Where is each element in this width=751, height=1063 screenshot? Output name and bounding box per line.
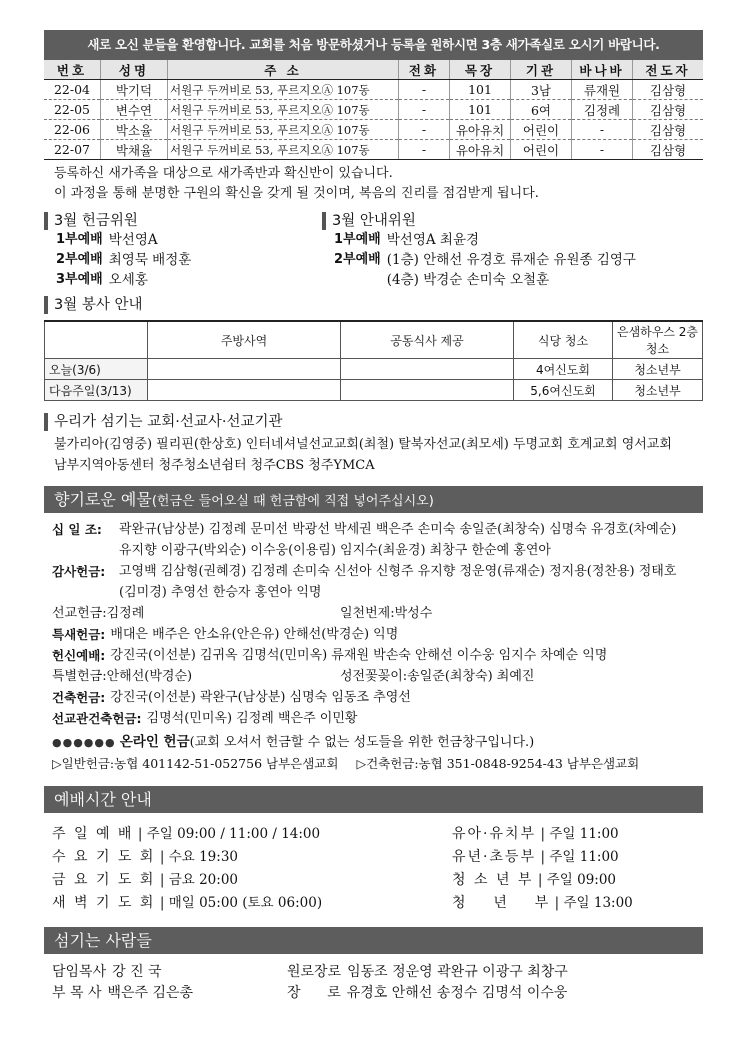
offering-label: 감사헌금:: [52, 564, 106, 579]
cell-phone: -: [399, 120, 450, 140]
cell-day: 오늘(3/6): [45, 359, 148, 380]
offering-title: 향기로운 예물: [54, 490, 152, 509]
worship-time: | 주일 13:00: [554, 895, 633, 911]
bulletin-page: [44, 30, 703, 1004]
offering-row: [52, 708, 703, 729]
offering-row: [52, 519, 703, 561]
offering-names: 송일준(최창숙) 최예진: [407, 669, 535, 684]
worship-name: 새 벽 기 도 회: [52, 895, 156, 911]
col-header-kitchen: 주방사역: [148, 321, 341, 359]
cell-department: 6여: [511, 100, 572, 120]
offering-row: [52, 687, 703, 708]
guide-committee-title: 3월 안내위원: [322, 212, 703, 230]
guide-committee: [322, 204, 703, 290]
duty-names: 최영묵 배정훈: [108, 252, 192, 268]
cell-address: 서원구 두꺼비로 53, 푸르지오Ⓐ 107동: [168, 80, 399, 100]
offering-label: 선교관건축헌금:: [52, 711, 142, 726]
col-header-name: 성명: [101, 60, 168, 80]
col-header-cell-group: 목장: [450, 60, 511, 80]
offering-bar: [44, 486, 703, 513]
table-row: [44, 140, 703, 160]
table-row: [44, 80, 703, 100]
offering-names: 김명석(민미옥) 김정례 백은주 이민황: [146, 711, 358, 726]
welcome-banner: 새로 오신 분들을 환영합니다. 교회를 처음 방문하셨거나 등록을 원하시면 3층 새가족실로 오시기 바랍니다.: [44, 30, 703, 60]
cell-number: 22-04: [44, 80, 101, 100]
worship-name: 주 일 예 배: [52, 826, 134, 842]
col-header-house-clean: 은샘하우스 2층 청소: [613, 321, 703, 359]
table-header-row: [45, 321, 703, 359]
cell-meal: [341, 380, 514, 401]
cell-department: 어린이: [511, 140, 572, 160]
cell-name: 박소율: [101, 120, 168, 140]
offering-row: [52, 666, 703, 687]
col-header-meal: 공동식사 제공: [341, 321, 514, 359]
col-header-address: 주 소: [168, 60, 399, 80]
offering-names: 배대은 배주은 안소유(안은유) 안해선(박경순) 익명: [110, 627, 399, 642]
servant-row: [52, 962, 287, 983]
worship-time-row: [52, 823, 452, 846]
worship-time: | 주일 09:00 / 11:00 / 14:00: [137, 826, 321, 842]
duty-names: (1층) 안해선 유경호 류재순 유원종 김영구: [386, 252, 636, 268]
duty-label: 1부예배: [56, 232, 103, 247]
worship-times-right: [452, 823, 633, 915]
servant-names: 백은주 김은총: [107, 985, 194, 1001]
account-building: ▷건축헌금:농협 351-0848-9254-43 남부은샘교회: [356, 756, 640, 771]
newcomer-note: [54, 164, 703, 204]
cell-house-clean: 청소년부: [613, 359, 703, 380]
servant-names: 임동조 정운영 곽완규 이광구 최창구: [347, 964, 568, 980]
offering-names: (김미경) 추영선 한승자 홍연아 익명: [119, 585, 322, 600]
worship-times: [44, 823, 703, 915]
cell-cell-group: 101: [450, 100, 511, 120]
cell-number: 22-07: [44, 140, 101, 160]
missions-line: 남부지역아동센터 청주청소년쉼터 청주CBS 청주YMCA: [54, 458, 375, 473]
offering-cell: [52, 666, 340, 687]
worship-time-row: [452, 892, 633, 915]
cell-barnabas: 류재원: [572, 80, 633, 100]
servant-role: 원로장로: [287, 964, 342, 980]
duty-names-block: [387, 250, 636, 290]
col-header-evangelist: 전도자: [633, 60, 704, 80]
duty-names: 박선영A: [108, 232, 158, 248]
offering-label: 특새헌금:: [52, 627, 106, 642]
servants-left: [52, 962, 287, 1004]
offering-names: 김정례: [106, 606, 145, 621]
worship-time-row: [52, 869, 452, 892]
cell-dining-clean: 5,6여신도회: [514, 380, 613, 401]
worship-times-bar: [44, 786, 703, 813]
duty-row: [334, 250, 703, 290]
offering-label: 십 일 조:: [52, 522, 102, 537]
cell-phone: -: [399, 80, 450, 100]
servant-role: 장 로: [287, 985, 341, 1001]
service-guide-title: 3월 봉사 안내: [44, 296, 703, 314]
worship-time: | 수요 19:30: [159, 849, 238, 865]
duty-label: 1부예배: [334, 232, 381, 247]
cell-address: 서원구 두꺼비로 53, 푸르지오Ⓐ 107동: [168, 120, 399, 140]
newcomer-note-line: 등록하신 새가족을 대상으로 새가족반과 확신반이 있습니다.: [54, 166, 393, 181]
cell-meal: [341, 359, 514, 380]
worship-time-row: [52, 892, 452, 915]
worship-name: 청 년 부: [452, 895, 551, 911]
table-row: [44, 100, 703, 120]
servant-row: [287, 962, 568, 983]
committee-section: [44, 204, 703, 290]
duty-label: 2부예배: [56, 252, 103, 267]
cell-evangelist: 김삼형: [633, 120, 704, 140]
offering-subtitle: (헌금은 들어오실 때 헌금함에 직접 넣어주십시오): [151, 494, 434, 509]
duty-row: [334, 230, 703, 250]
table-header-row: [44, 60, 703, 80]
servant-role: 부 목 사: [52, 985, 102, 1001]
newcomer-table: [44, 60, 703, 160]
offering-names: 안해선(박경순): [106, 669, 193, 684]
cell-name: 박채율: [101, 140, 168, 160]
col-header-dining-clean: 식당 청소: [514, 321, 613, 359]
cell-evangelist: 김삼형: [633, 80, 704, 100]
col-header-day: [45, 321, 148, 359]
newcomer-note-line: 이 과정을 통해 분명한 구원의 확신을 갖게 될 것이며, 복음의 진리를 점검받게 됩니다.: [54, 186, 539, 201]
servants-right: [287, 962, 568, 1004]
offering-names: 강진국(이선분) 곽완구(남상분) 심명숙 임동조 추영선: [110, 690, 411, 705]
worship-name: 유년·초등부: [452, 849, 537, 865]
offering-committee-title: 3월 헌금위원: [44, 212, 322, 230]
offering-row: [52, 603, 703, 624]
cell-phone: -: [399, 100, 450, 120]
servant-role: 담임목사: [52, 964, 107, 980]
cell-phone: -: [399, 140, 450, 160]
online-offering: [52, 731, 703, 754]
servants-bar: [44, 927, 703, 954]
cell-barnabas: 김정례: [572, 100, 633, 120]
account-general: ▷일반헌금:농협 401142-51-052756 남부은샘교회: [52, 756, 339, 771]
dots-icon: ●●●●●●: [52, 736, 116, 749]
col-header-phone: 전화: [399, 60, 450, 80]
offering-label: 일천번제:: [340, 606, 395, 621]
worship-name: 유아·유치부: [452, 826, 537, 842]
cell-department: 3남: [511, 80, 572, 100]
worship-name: 금 요 기 도 회: [52, 872, 156, 888]
offering-names: 유지향 이광구(박외순) 이수웅(이용림) 임지수(최윤경) 최창구 한순예 홍연아: [119, 543, 551, 558]
duty-names: (4층) 박경순 손미숙 오철훈: [386, 272, 550, 288]
cell-cell-group: 101: [450, 80, 511, 100]
cell-evangelist: 김삼형: [633, 100, 704, 120]
offering-list: [52, 519, 703, 729]
offering-label: 건축헌금:: [52, 690, 106, 705]
duty-row: [56, 250, 322, 270]
worship-name: 청 소 년 부: [452, 872, 534, 888]
col-header-department: 기관: [511, 60, 572, 80]
duty-names: 오세홍: [108, 272, 148, 288]
duty-label: 3부예배: [56, 272, 103, 287]
cell-house-clean: 청소년부: [613, 380, 703, 401]
offering-names: 강진국(이선분) 김귀옥 김명석(민미옥) 류재원 박손숙 안해선 이수웅 임지수 차예순 익명: [110, 648, 608, 663]
cell-cell-group: 유아유치: [450, 120, 511, 140]
cell-number: 22-06: [44, 120, 101, 140]
missions-list: [54, 434, 703, 476]
offering-committee: [44, 204, 322, 290]
col-header-barnabas: 바나바: [572, 60, 633, 80]
offering-names: 곽완규(남상분) 김정례 문미선 박광선 박세권 백은주 손미숙 송일준(최창숙) 심명숙 유경호(차예순): [119, 522, 677, 537]
offering-row: [52, 561, 703, 603]
worship-time: | 매일 05:00 (토요 06:00): [159, 895, 323, 911]
servant-names: 유경호 안해선 송정수 김명석 이수웅: [346, 985, 568, 1001]
cell-name: 박기덕: [101, 80, 168, 100]
bank-accounts: [52, 754, 703, 774]
offering-names: 고영백 김삼형(권혜경) 김정례 손미숙 신선아 신형주 유지향 정운영(류재순) 정지용(정찬용) 정태호: [119, 564, 677, 579]
cell-day: 다음주일(3/13): [45, 380, 148, 401]
servants-list: [52, 962, 703, 1004]
online-offering-desc: (교회 오셔서 헌금할 수 없는 성도들을 위한 헌금창구입니다.): [189, 735, 535, 750]
offering-label: 성전꽃꽂이:: [340, 669, 408, 684]
worship-time: | 주일 11:00: [540, 826, 619, 842]
offering-names-block: [119, 519, 676, 561]
duty-row: [56, 230, 322, 250]
cell-kitchen: [148, 359, 341, 380]
duty-label: 2부예배: [334, 252, 381, 267]
cell-address: 서원구 두꺼비로 53, 푸르지오Ⓐ 107동: [168, 100, 399, 120]
duty-row: [56, 270, 322, 290]
cell-barnabas: -: [572, 140, 633, 160]
worship-time: | 주일 09:00: [537, 872, 617, 888]
worship-time-row: [452, 846, 633, 869]
offering-row: [52, 624, 703, 645]
worship-time: | 주일 11:00: [540, 849, 619, 865]
duty-names: 박선영A 최윤경: [386, 232, 480, 248]
offering-cell: [340, 666, 534, 687]
missions-title: 우리가 섬기는 교회·선교사·선교기관: [44, 413, 703, 431]
cell-number: 22-05: [44, 100, 101, 120]
offering-row: [52, 645, 703, 666]
servant-names: 강 진 국: [112, 964, 162, 980]
offering-cell: [340, 603, 432, 624]
offering-label: 헌신예배:: [52, 648, 106, 663]
servant-row: [287, 983, 568, 1004]
worship-time-row: [52, 846, 452, 869]
service-table: [44, 320, 703, 401]
cell-department: 어린이: [511, 120, 572, 140]
cell-cell-group: 유아유치: [450, 140, 511, 160]
worship-time: | 금요 20:00: [159, 872, 238, 888]
col-header-number: 번호: [44, 60, 101, 80]
table-row: [45, 380, 703, 401]
worship-name: 수 요 기 도 회: [52, 849, 156, 865]
cell-name: 변수연: [101, 100, 168, 120]
cell-dining-clean: 4여신도회: [514, 359, 613, 380]
servant-row: [52, 983, 287, 1004]
cell-kitchen: [148, 380, 341, 401]
worship-time-row: [452, 823, 633, 846]
table-row: [44, 120, 703, 140]
offering-label: 특별헌금:: [52, 669, 107, 684]
offering-names: 박성수: [394, 606, 433, 621]
cell-address: 서원구 두꺼비로 53, 푸르지오Ⓐ 107동: [168, 140, 399, 160]
cell-evangelist: 김삼형: [633, 140, 704, 160]
worship-times-title: 예배시간 안내: [54, 790, 152, 809]
worship-time-row: [452, 869, 633, 892]
offering-label: 선교헌금:: [52, 606, 107, 621]
offering-names-block: [119, 561, 676, 603]
missions-line: 불가리아(김영중) 필리핀(한상호) 인터네셔널선교교회(최철) 탈북자선교(최모세) 두명교회 호계교회 영서교회: [54, 437, 672, 452]
servants-title: 섬기는 사람들: [54, 931, 152, 950]
offering-cell: [52, 603, 340, 624]
worship-times-left: [52, 823, 452, 915]
online-offering-title: 온라인 헌금: [119, 734, 190, 750]
table-row: [45, 359, 703, 380]
cell-barnabas: -: [572, 120, 633, 140]
